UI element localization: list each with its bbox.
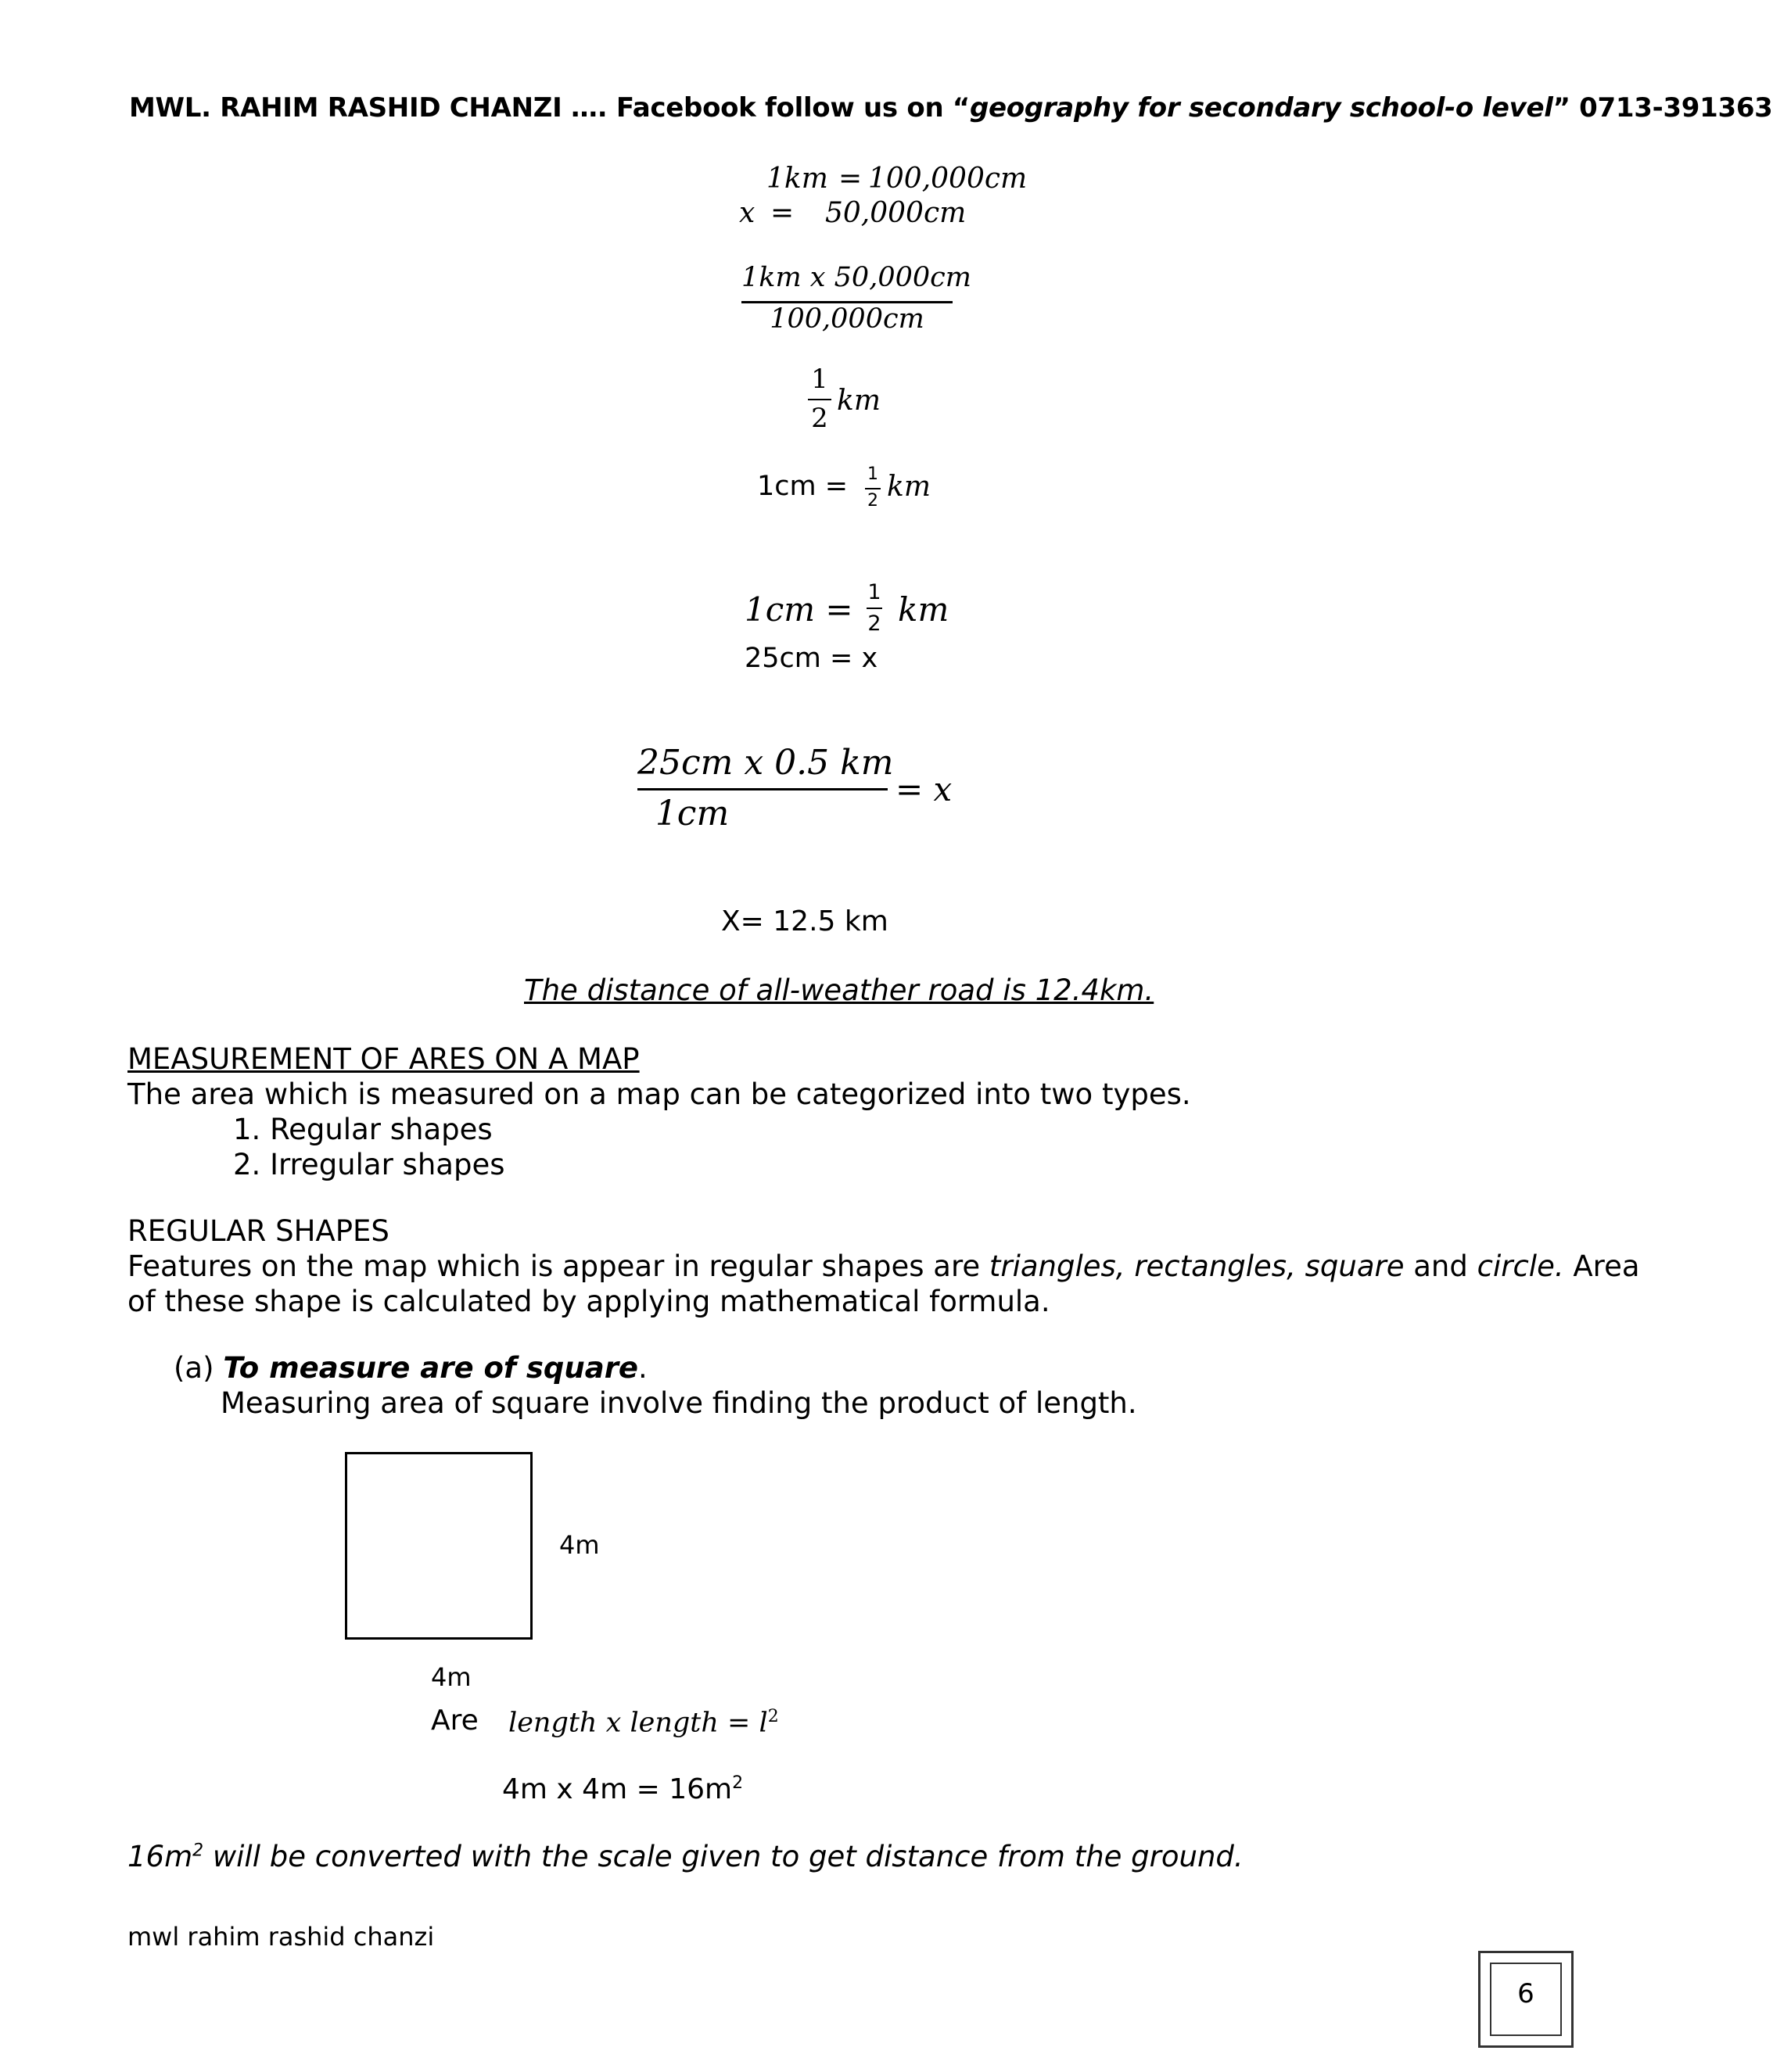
scale-line-denominator: 2	[867, 491, 878, 511]
half-bar	[808, 399, 831, 400]
page-number: 6	[1517, 1978, 1534, 2009]
square-diagram	[345, 1452, 533, 1640]
proportion-unit: km	[898, 590, 949, 629]
header-text: MWL. RAHIM RASHID CHANZI …. Facebook follow us on “	[129, 92, 970, 124]
scale-note	[127, 1840, 1244, 1873]
square-side-label: 4m	[559, 1530, 600, 1560]
calc-row2-eq: =	[770, 197, 795, 229]
proportion-row2: 25cm = x	[745, 643, 878, 674]
footer-author: mwl rahim rashid chanzi	[127, 1922, 435, 1952]
calc-exponent: 2	[732, 1773, 744, 1793]
subsection-label: (a)	[174, 1351, 224, 1385]
list-item: 1. Regular shapes	[233, 1113, 493, 1146]
page-number-box	[1478, 1951, 1574, 2048]
big-fraction-denominator: 1cm	[655, 794, 730, 833]
scale-line-label: 1cm =	[757, 471, 849, 502]
note-value: 16m	[127, 1840, 193, 1873]
list-item: 2. Irregular shapes	[233, 1148, 505, 1181]
page-header	[129, 92, 1773, 124]
area-calculation	[502, 1773, 743, 1805]
proportion-bar	[867, 608, 882, 609]
subsection-square-desc: Measuring area of square involve finding the product of length.	[221, 1386, 1137, 1420]
header-phone: ” 0713-391363	[1552, 92, 1773, 124]
big-fraction-numerator: 25cm x 0.5 km	[637, 743, 894, 783]
section-regular-line1	[127, 1249, 1640, 1283]
big-fraction-bar	[637, 788, 888, 790]
subsection-square-title	[174, 1351, 648, 1385]
section-area-heading: MEASUREMENT OF ARES ON A MAP	[127, 1042, 640, 1076]
formula-exponent: 2	[767, 1707, 779, 1726]
half-unit: km	[837, 385, 881, 417]
text-segment: Features on the map which is appear in regular shapes are	[127, 1249, 989, 1283]
calc-text: 4m x 4m = 16m	[502, 1773, 733, 1805]
half-denominator: 2	[811, 403, 828, 434]
subsection-title-text: To measure are of square	[223, 1351, 639, 1385]
square-bottom-label: 4m	[431, 1662, 472, 1692]
area-formula	[508, 1707, 779, 1739]
text-segment: Area	[1563, 1249, 1640, 1283]
proportion-numerator: 1	[867, 580, 881, 604]
section-area-intro: The area which is measured on a map can be categorized into two types.	[127, 1077, 1191, 1111]
calc-row2-left: x	[739, 197, 755, 229]
calc-row1-left: 1km	[766, 163, 828, 195]
formula-text: length x length = l	[508, 1707, 768, 1739]
text-segment: and	[1404, 1249, 1477, 1283]
calc-row1-eq: =	[838, 163, 863, 195]
conclusion-text: The distance of all-weather road is 12.4km.	[524, 973, 1154, 1007]
big-fraction-result: = x	[895, 770, 953, 808]
fraction1-denominator: 100,000cm	[770, 303, 924, 335]
text-segment: .	[638, 1351, 648, 1385]
circle-italic: circle.	[1477, 1249, 1564, 1283]
half-numerator: 1	[811, 364, 828, 395]
scale-line-bar	[865, 488, 881, 489]
section-regular-heading: REGULAR SHAPES	[127, 1214, 389, 1248]
scale-line-numerator: 1	[867, 464, 878, 484]
proportion-denominator: 2	[867, 611, 881, 636]
note-text: will be converted with the scale given to get distance from the ground.	[203, 1840, 1244, 1873]
result-value: X= 12.5 km	[721, 905, 888, 937]
proportion-left: 1cm =	[745, 590, 853, 629]
header-facebook-page: geography for secondary school-o level	[969, 92, 1553, 124]
section-regular-line2: of these shape is calculated by applying mathematical formula.	[127, 1285, 1050, 1318]
formula-label: Are	[431, 1705, 479, 1737]
shape-list-italic: triangles, rectangles, square	[989, 1249, 1405, 1283]
calc-row2-right: 50,000cm	[825, 197, 967, 229]
scale-line-unit: km	[887, 471, 931, 503]
note-exponent: 2	[192, 1841, 204, 1861]
fraction1-numerator: 1km x 50,000cm	[741, 262, 971, 293]
calc-row1-right: 100,000cm	[868, 163, 1028, 195]
